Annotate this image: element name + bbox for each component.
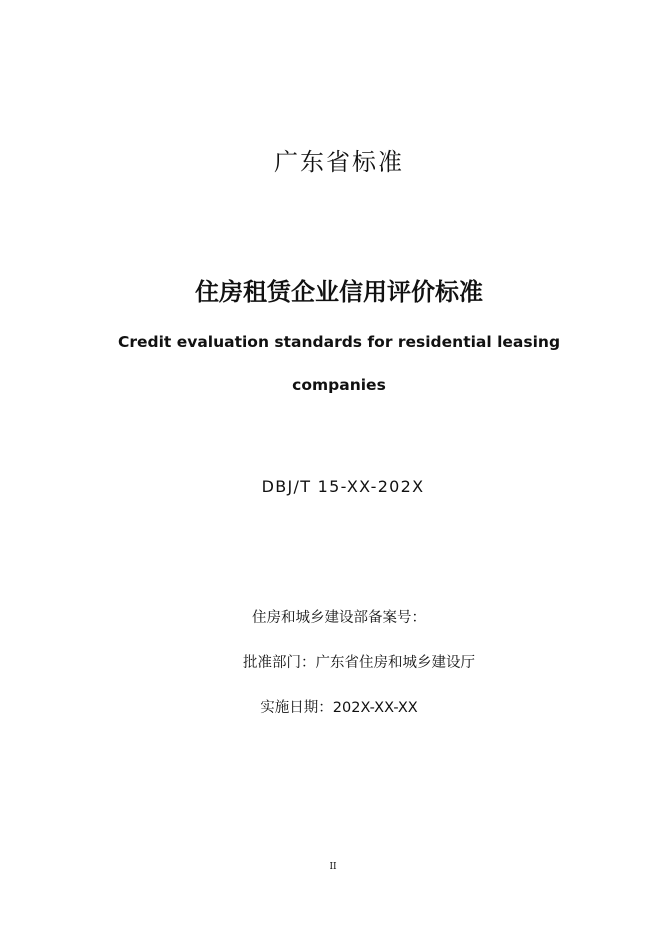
english-title-line-2: companies (292, 376, 386, 394)
effective-date: 实施日期：202X-XX-XX (260, 700, 418, 716)
standard-type-heading: 广东省标准 (274, 148, 404, 176)
standard-code: DBJ/T 15-XX-202X (261, 477, 425, 496)
record-number-label: 住房和城乡建设部备案号： (252, 610, 426, 626)
chinese-title: 住房租赁企业信用评价标准 (195, 278, 483, 306)
approval-department: 批准部门：广东省住房和城乡建设厅 (243, 655, 475, 671)
english-title-line-1: Credit evaluation standards for residential leasing (117, 333, 561, 351)
page-number: II (329, 862, 337, 872)
